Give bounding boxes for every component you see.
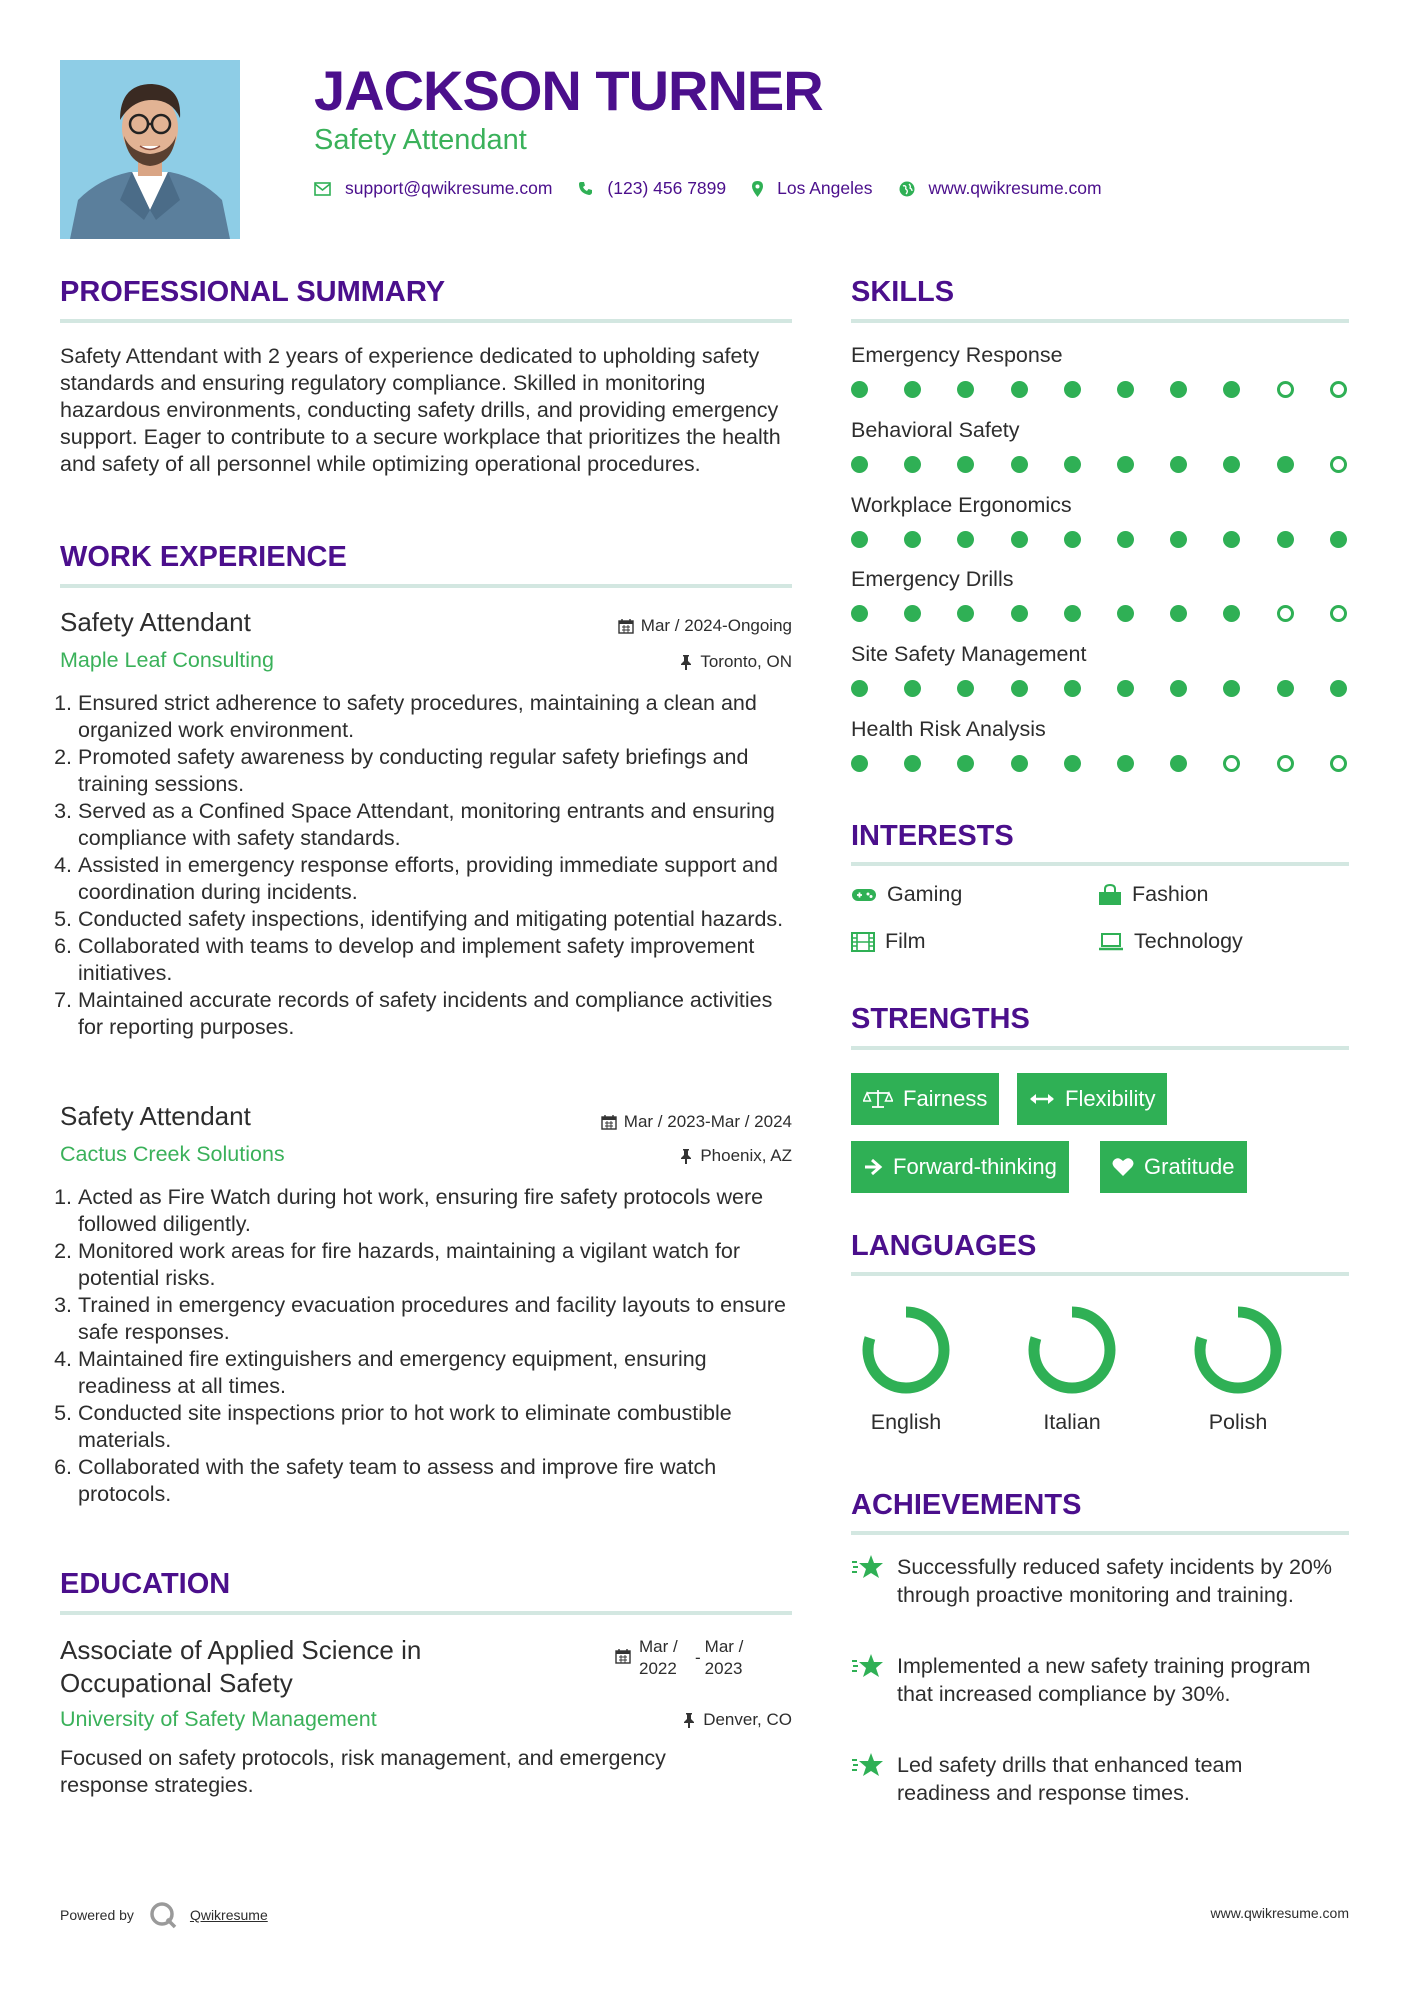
section-divider xyxy=(60,584,792,588)
section-divider xyxy=(60,319,792,323)
achievements-heading: ACHIEVEMENTS xyxy=(851,1489,1082,1521)
skill-dot-filled xyxy=(1223,381,1240,398)
skill-rating xyxy=(851,531,1349,549)
interest-label: Technology xyxy=(1134,929,1243,953)
job-bullet: 5. Conducted site inspections prior to hot work to eliminate combustible materials. xyxy=(78,1400,790,1454)
summary-text: Safety Attendant with 2 years of experience dedicated to upholding safety standards and ensuring regulatory compliance. Skilled in monitoring hazardous environments, conducting safety drills, and providing emergency support. Eager to contribute to a secure workplace that prioritizes the health and safety of all personnel while optimizing operational procedures. xyxy=(60,344,781,476)
skill-dot-filled xyxy=(904,456,921,473)
job-bullet: 3. Served as a Confined Space Attendant, monitoring entrants and ensuring compliance with safety standards. xyxy=(78,798,790,852)
job-bullet: 5. Conducted safety inspections, identifying and mitigating potential hazards. xyxy=(78,906,790,933)
pushpin-icon xyxy=(679,1148,693,1164)
achievement-item xyxy=(851,1652,1337,1708)
strength-chip-flexibility xyxy=(1017,1073,1167,1125)
contact-location xyxy=(752,178,872,199)
interest-fashion xyxy=(1098,882,1209,907)
skill-dot-filled xyxy=(1223,605,1240,622)
job-dates-text: Mar / 2023-Mar / 2024 xyxy=(623,1112,792,1131)
qwikresume-logo-icon xyxy=(148,1900,178,1930)
skills-heading: SKILLS xyxy=(851,276,955,308)
skill-dot-filled xyxy=(904,381,921,398)
footer-powered-by xyxy=(60,1900,268,1930)
language-label: Italian xyxy=(1043,1410,1101,1434)
skill-dot-filled xyxy=(904,531,921,548)
job-bullet: 1. Ensured strict adherence to safety procedures, maintaining a clean and organized work environment. xyxy=(78,690,790,744)
interest-film xyxy=(851,929,926,954)
job-bullet: 7. Maintained accurate records of safety incidents and compliance activities for reporting purposes. xyxy=(78,987,790,1041)
skill-dot-filled xyxy=(1064,680,1081,697)
skill-dot-filled xyxy=(1170,381,1187,398)
education-location-text: Denver, CO xyxy=(703,1710,792,1729)
skill-dot-filled xyxy=(851,381,868,398)
job-bullet: 2. Promoted safety awareness by conducting regular safety briefings and training sessions. xyxy=(78,744,790,798)
contact-phone[interactable] xyxy=(578,178,726,199)
skill-dot-filled xyxy=(1223,680,1240,697)
summary-heading: PROFESSIONAL SUMMARY xyxy=(60,276,446,308)
skill-dot-filled xyxy=(1277,456,1294,473)
skill-dot-filled xyxy=(904,680,921,697)
phone-icon xyxy=(578,181,593,196)
strength-label: Forward-thinking xyxy=(893,1154,1057,1179)
job-bullet: 3. Trained in emergency evacuation procedures and facility layouts to ensure safe responses. xyxy=(78,1292,790,1346)
skill-dot-filled xyxy=(851,531,868,548)
skill-dot-filled xyxy=(904,755,921,772)
skill-dot-filled xyxy=(1011,381,1028,398)
strengths-heading: STRENGTHS xyxy=(851,1003,1030,1035)
degree-title: Associate of Applied Science in Occupational Safety xyxy=(60,1635,422,1698)
interest-gaming xyxy=(851,882,962,907)
strength-chip-gratitude xyxy=(1100,1141,1247,1193)
job-location-text: Phoenix, AZ xyxy=(700,1146,792,1165)
skill-dot-filled xyxy=(1011,605,1028,622)
skill-dot-filled xyxy=(1223,456,1240,473)
star-icon xyxy=(851,1553,885,1581)
skill-dot-empty xyxy=(1330,605,1347,622)
achievement-text: Implemented a new safety training program that increased compliance by 30%. xyxy=(897,1654,1311,1706)
envelope-icon xyxy=(314,182,331,196)
strength-label: Fairness xyxy=(903,1086,988,1111)
job-company: Cactus Creek Solutions xyxy=(60,1142,285,1166)
arrow-right-icon xyxy=(863,1158,883,1176)
contact-email-text: support@qwikresume.com xyxy=(345,178,553,198)
skill-dot-empty xyxy=(1223,755,1240,772)
date-separator: - xyxy=(695,1648,701,1667)
star-icon xyxy=(851,1751,885,1779)
job-dates-text: Mar / 2024-Ongoing xyxy=(640,616,792,635)
skill-dot-filled xyxy=(1064,755,1081,772)
achievement-item xyxy=(851,1553,1337,1609)
pushpin-icon xyxy=(679,654,693,670)
skill-dot-filled xyxy=(851,680,868,697)
achievement-item xyxy=(851,1751,1337,1807)
section-divider xyxy=(851,1046,1349,1050)
job-bullet: 2. Monitored work areas for fire hazards, maintaining a vigilant watch for potential risks. xyxy=(78,1238,790,1292)
skill-name: Emergency Drills xyxy=(851,567,1014,592)
skill-dot-filled xyxy=(957,531,974,548)
interest-technology xyxy=(1098,929,1243,954)
language-item xyxy=(1183,1300,1293,1434)
balance-scale-icon xyxy=(863,1089,893,1109)
education-location xyxy=(492,1710,792,1730)
skill-dot-filled xyxy=(1064,456,1081,473)
languages-heading: LANGUAGES xyxy=(851,1230,1037,1262)
skill-dot-filled xyxy=(1277,531,1294,548)
skill-dot-filled xyxy=(1277,680,1294,697)
shopping-bag-icon xyxy=(1098,884,1122,906)
section-divider xyxy=(851,1272,1349,1276)
job-bullets xyxy=(60,1184,790,1508)
skill-dot-filled xyxy=(1011,680,1028,697)
strength-chip-fairness xyxy=(851,1073,999,1125)
skill-dot-filled xyxy=(1117,531,1134,548)
laptop-icon xyxy=(1098,933,1124,951)
job-title: Safety Attendant xyxy=(60,1101,251,1131)
skill-dot-filled xyxy=(1170,680,1187,697)
skill-dot-filled xyxy=(851,605,868,622)
skill-dot-filled xyxy=(1330,531,1347,548)
job-title: Safety Attendant xyxy=(60,607,251,637)
footer-url[interactable]: www.qwikresume.com xyxy=(1210,1905,1349,1921)
language-label: English xyxy=(870,1410,942,1434)
job-bullet: 1. Acted as Fire Watch during hot work, ensuring fire safety protocols were followed diligently. xyxy=(78,1184,790,1238)
brand-link[interactable]: Qwikresume xyxy=(189,1907,268,1923)
skill-rating xyxy=(851,680,1349,698)
education-heading: EDUCATION xyxy=(60,1568,231,1600)
skill-rating xyxy=(851,381,1349,399)
education-start: Mar / 2022 xyxy=(639,1637,678,1678)
skill-dot-filled xyxy=(957,605,974,622)
skill-dot-empty xyxy=(1330,456,1347,473)
language-progress-arc xyxy=(1200,1312,1276,1388)
job-bullet: 4. Maintained fire extinguishers and emergency equipment, ensuring readiness at all times. xyxy=(78,1346,790,1400)
education-description: Focused on safety protocols, risk management, and emergency response strategies. xyxy=(60,1746,666,1797)
map-pin-icon xyxy=(752,181,763,197)
calendar-icon xyxy=(618,618,634,634)
skill-dot-filled xyxy=(1064,381,1081,398)
skill-dot-filled xyxy=(1330,680,1347,697)
section-divider xyxy=(851,1531,1349,1535)
skill-dot-filled xyxy=(957,456,974,473)
interest-label: Gaming xyxy=(887,882,963,906)
skill-dot-empty xyxy=(1277,381,1294,398)
job-bullet: 4. Assisted in emergency response efforts, providing immediate support and coordination during incidents. xyxy=(78,852,790,906)
contact-location-text: Los Angeles xyxy=(777,178,873,198)
job-bullet: 6. Collaborated with the safety team to assess and improve fire watch protocols. xyxy=(78,1454,790,1508)
language-item xyxy=(1017,1300,1127,1434)
skill-dot-filled xyxy=(1011,456,1028,473)
globe-icon xyxy=(899,181,915,197)
job-location xyxy=(492,1146,792,1166)
skill-dot-filled xyxy=(1011,755,1028,772)
skill-dot-filled xyxy=(1170,755,1187,772)
contact-website[interactable] xyxy=(899,178,1102,199)
skill-dot-filled xyxy=(1064,605,1081,622)
skill-name: Behavioral Safety xyxy=(851,417,1020,442)
candidate-title: Safety Attendant xyxy=(314,124,527,156)
skill-rating xyxy=(851,456,1349,474)
education-dates xyxy=(615,1636,757,1680)
film-icon xyxy=(851,932,875,952)
job-bullets xyxy=(60,690,790,1041)
skill-dot-filled xyxy=(1117,605,1134,622)
calendar-icon xyxy=(615,1648,631,1664)
skill-dot-filled xyxy=(1117,755,1134,772)
section-divider xyxy=(60,1611,792,1615)
interest-label: Film xyxy=(885,929,926,953)
language-progress-ring xyxy=(856,1300,956,1400)
interests-heading: INTERESTS xyxy=(851,820,1014,852)
skill-dot-filled xyxy=(904,605,921,622)
skill-dot-empty xyxy=(1277,605,1294,622)
star-icon xyxy=(851,1652,885,1680)
language-label: Polish xyxy=(1208,1410,1268,1434)
interest-label: Fashion xyxy=(1132,882,1209,906)
skill-dot-filled xyxy=(1011,531,1028,548)
contact-bar xyxy=(314,178,1128,199)
skill-dot-filled xyxy=(957,755,974,772)
skill-dot-empty xyxy=(1277,755,1294,772)
heart-icon xyxy=(1112,1157,1134,1177)
skill-dot-filled xyxy=(957,680,974,697)
job-location-text: Toronto, ON xyxy=(700,652,792,671)
language-progress-ring xyxy=(1022,1300,1122,1400)
strength-label: Flexibility xyxy=(1065,1086,1156,1111)
job-dates xyxy=(492,1112,792,1132)
skill-dot-filled xyxy=(1223,531,1240,548)
skill-dot-empty xyxy=(1330,381,1347,398)
education-end: Mar / 2023 xyxy=(704,1637,744,1678)
skill-dot-filled xyxy=(1170,531,1187,548)
strength-chip-forward-thinking xyxy=(851,1141,1069,1193)
skill-dot-filled xyxy=(957,381,974,398)
skill-dot-filled xyxy=(851,755,868,772)
skill-dot-filled xyxy=(1117,456,1134,473)
job-location xyxy=(492,652,792,672)
calendar-icon xyxy=(601,1114,617,1130)
language-item xyxy=(851,1300,961,1434)
skill-dot-filled xyxy=(1170,456,1187,473)
skill-rating xyxy=(851,755,1349,773)
contact-phone-text: (123) 456 7899 xyxy=(607,178,727,198)
pushpin-icon xyxy=(682,1712,696,1728)
experience-heading: WORK EXPERIENCE xyxy=(60,541,347,573)
skill-name: Health Risk Analysis xyxy=(851,717,1046,741)
language-progress-arc xyxy=(868,1312,944,1388)
achievement-text: Successfully reduced safety incidents by 20% through proactive monitoring and training. xyxy=(897,1555,1333,1607)
section-divider xyxy=(851,319,1349,323)
skill-name: Emergency Response xyxy=(851,343,1063,367)
skill-name: Workplace Ergonomics xyxy=(851,492,1072,517)
skill-dot-filled xyxy=(1117,680,1134,697)
contact-email[interactable] xyxy=(314,178,552,199)
contact-website-text: www.qwikresume.com xyxy=(928,178,1102,198)
gamepad-icon xyxy=(851,887,877,903)
profile-photo xyxy=(60,60,240,239)
candidate-name: JACKSON TURNER xyxy=(314,59,823,122)
arrows-horizontal-icon xyxy=(1029,1092,1055,1106)
language-progress-arc xyxy=(1034,1312,1110,1388)
skill-dot-filled xyxy=(1117,381,1134,398)
job-dates xyxy=(492,616,792,636)
language-progress-ring xyxy=(1188,1300,1288,1400)
skill-dot-filled xyxy=(1064,531,1081,548)
job-bullet: 6. Collaborated with teams to develop and implement safety improvement initiatives. xyxy=(78,933,790,987)
achievement-text: Led safety drills that enhanced team readiness and response times. xyxy=(897,1753,1243,1805)
job-company: Maple Leaf Consulting xyxy=(60,648,274,672)
skill-rating xyxy=(851,605,1349,623)
school-name: University of Safety Management xyxy=(60,1707,377,1731)
skill-dot-filled xyxy=(851,456,868,473)
powered-by-label: Powered by xyxy=(60,1907,134,1923)
skill-name: Site Safety Management xyxy=(851,642,1087,667)
skill-dot-empty xyxy=(1330,755,1347,772)
skill-dot-filled xyxy=(1170,605,1187,622)
strength-label: Gratitude xyxy=(1144,1154,1235,1179)
section-divider xyxy=(851,862,1349,866)
